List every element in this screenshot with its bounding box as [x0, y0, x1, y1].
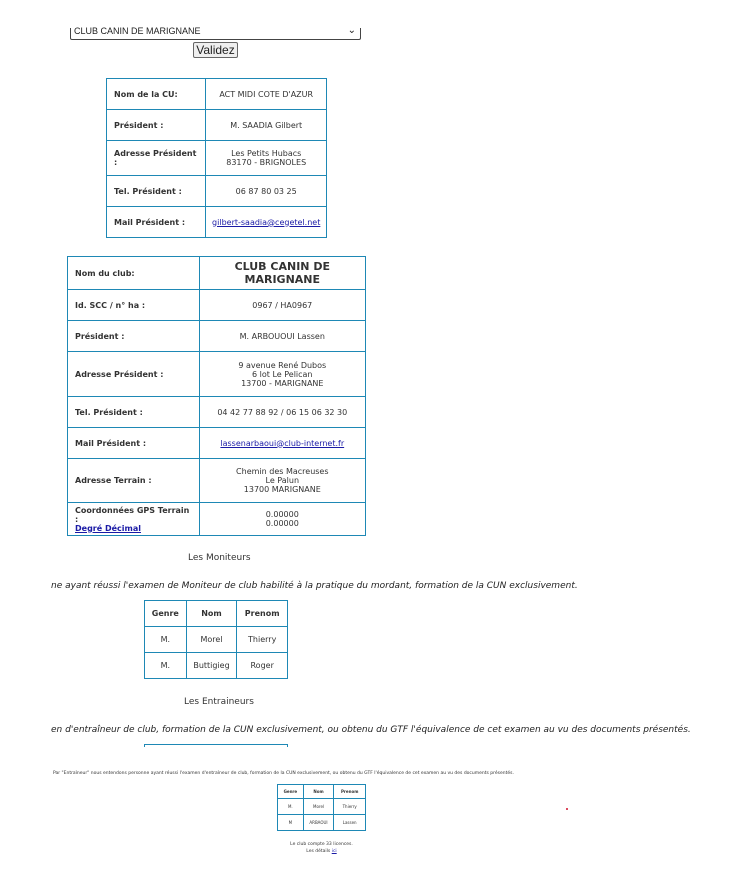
terrain-address-value [199, 459, 365, 503]
cell-nom: ARBAOUI [303, 815, 334, 831]
entraineurs-title: Les Entraineurs [184, 697, 254, 707]
truncated-table-edge [144, 744, 288, 747]
cell-prenom: Lassen [334, 815, 366, 831]
header-nom: Nom [186, 601, 237, 627]
details-link[interactable]: ici [331, 849, 337, 854]
validate-button[interactable]: Validez [193, 42, 238, 58]
cu-president-label: Président : [107, 110, 206, 141]
gps-label-cell [68, 503, 200, 536]
moniteurs-table [144, 600, 288, 679]
club-mail-label: Mail Président : [68, 428, 200, 459]
table-row [68, 257, 366, 290]
club-count: Le club compte 33 licences. [290, 842, 353, 847]
header-nom: Nom [303, 785, 334, 799]
cu-address-label: Adresse Président : [107, 141, 206, 176]
table-row [68, 352, 366, 397]
details-line [0, 849, 643, 854]
cu-address-value [206, 141, 327, 176]
table-row [278, 799, 366, 815]
terrain-address-line: Le Palun [265, 476, 300, 485]
club-mail-cell [199, 428, 365, 459]
cu-info-table [106, 78, 327, 238]
table-row [68, 503, 366, 536]
club-name-label: Nom du club: [68, 257, 200, 290]
cu-address-line: 83170 - BRIGNOLES [226, 158, 307, 167]
cu-president-value: M. SAADIA Gilbert [206, 110, 327, 141]
cu-name-value: ACT MIDI COTE D'AZUR [206, 79, 327, 110]
table-row [68, 321, 366, 352]
club-address-line: 6 lot Le Pelican [252, 369, 313, 379]
chevron-down-icon: ⌄ [347, 25, 356, 36]
cell-prenom: Roger [237, 653, 288, 679]
cell-genre: M [278, 815, 304, 831]
gps-label: Coordonnées GPS Terrain : [75, 505, 190, 524]
cell-genre: M. [145, 627, 187, 653]
moniteurs-title: Les Moniteurs [188, 553, 251, 563]
cell-nom: Buttigieg [186, 653, 237, 679]
cu-mail-cell [206, 207, 327, 238]
footnote: Par "Entraîneur" nous entendons personne ayant réussi l'examen d'entraîneur de club, formation de la CUN exclusivement, ou obtenu du GTF l'équivalence de cet examen au vu des documents présentés. [53, 771, 514, 776]
club-mail-link[interactable]: lassenarbaoui@club-internet.fr [220, 438, 345, 448]
header-prenom: Prenom [237, 601, 288, 627]
moniteurs-description: ne ayant réussi l'examen de Moniteur de club habilité à la pratique du mordant, formation de la CUN exclusivement. [51, 581, 578, 591]
cell-nom: Morel [303, 799, 334, 815]
cell-genre: M. [145, 653, 187, 679]
club-select[interactable] [70, 25, 361, 40]
red-dot-marker [566, 808, 568, 810]
cu-tel-label: Tel. Président : [107, 176, 206, 207]
table-row [68, 397, 366, 428]
cell-genre: M. [278, 799, 304, 815]
cell-prenom: Thierry [237, 627, 288, 653]
club-info-table [67, 256, 366, 536]
club-tel-value: 04 42 77 88 92 / 06 15 06 32 30 [199, 397, 365, 428]
degre-decimal-link[interactable]: Degré Décimal [75, 523, 141, 533]
cell-prenom: Thierry [334, 799, 366, 815]
table-row [107, 141, 327, 176]
gps-coordinate: 0.00000 [265, 510, 299, 519]
club-id-value: 0967 / HA0967 [199, 290, 365, 321]
club-address-line: 13700 - MARIGNANE [241, 378, 324, 388]
table-row [68, 290, 366, 321]
gps-value [199, 503, 365, 536]
cu-tel-value: 06 87 80 03 25 [206, 176, 327, 207]
table-row [107, 207, 327, 238]
club-address-value [199, 352, 365, 397]
gps-coordinate: 0.00000 [265, 519, 299, 528]
club-president-label: Président : [68, 321, 200, 352]
club-president-value: M. ARBOUOUI Lassen [199, 321, 365, 352]
cu-address-line: Les Petits Hubacs [231, 149, 302, 158]
club-address-label: Adresse Président : [68, 352, 200, 397]
cell-nom: Morel [186, 627, 237, 653]
entraineurs-description: en d'entraîneur de club, formation de la CUN exclusivement, ou obtenu du GTF l'équivalence de cet examen au vu des documents présentés. [51, 725, 691, 735]
table-row [278, 815, 366, 831]
club-address-line: 9 avenue René Dubos [238, 360, 327, 370]
table-header-row [145, 601, 288, 627]
table-row [68, 428, 366, 459]
club-name-value: CLUB CANIN DE MARIGNANE [199, 257, 365, 290]
terrain-address-line: Chemin des Macreuses [236, 467, 329, 476]
table-row [107, 110, 327, 141]
details-prefix: Les détails [306, 849, 331, 854]
terrain-address-line: 13700 MARIGNANE [243, 485, 321, 494]
table-row [107, 176, 327, 207]
table-row [145, 627, 288, 653]
entraineurs-mini-table [277, 784, 366, 831]
header-genre: Genre [145, 601, 187, 627]
header-genre: Genre [278, 785, 304, 799]
club-select-value: CLUB CANIN DE MARIGNANE [74, 26, 201, 36]
table-row [68, 459, 366, 503]
table-row [107, 79, 327, 110]
table-row [145, 653, 288, 679]
table-header-row [278, 785, 366, 799]
club-id-label: Id. SCC / n° ha : [68, 290, 200, 321]
terrain-address-label: Adresse Terrain : [68, 459, 200, 503]
cu-name-label: Nom de la CU: [107, 79, 206, 110]
cu-mail-label: Mail Président : [107, 207, 206, 238]
header-prenom: Prenom [334, 785, 366, 799]
club-tel-label: Tel. Président : [68, 397, 200, 428]
cu-mail-link[interactable]: gilbert-saadia@cegetel.net [212, 217, 321, 227]
